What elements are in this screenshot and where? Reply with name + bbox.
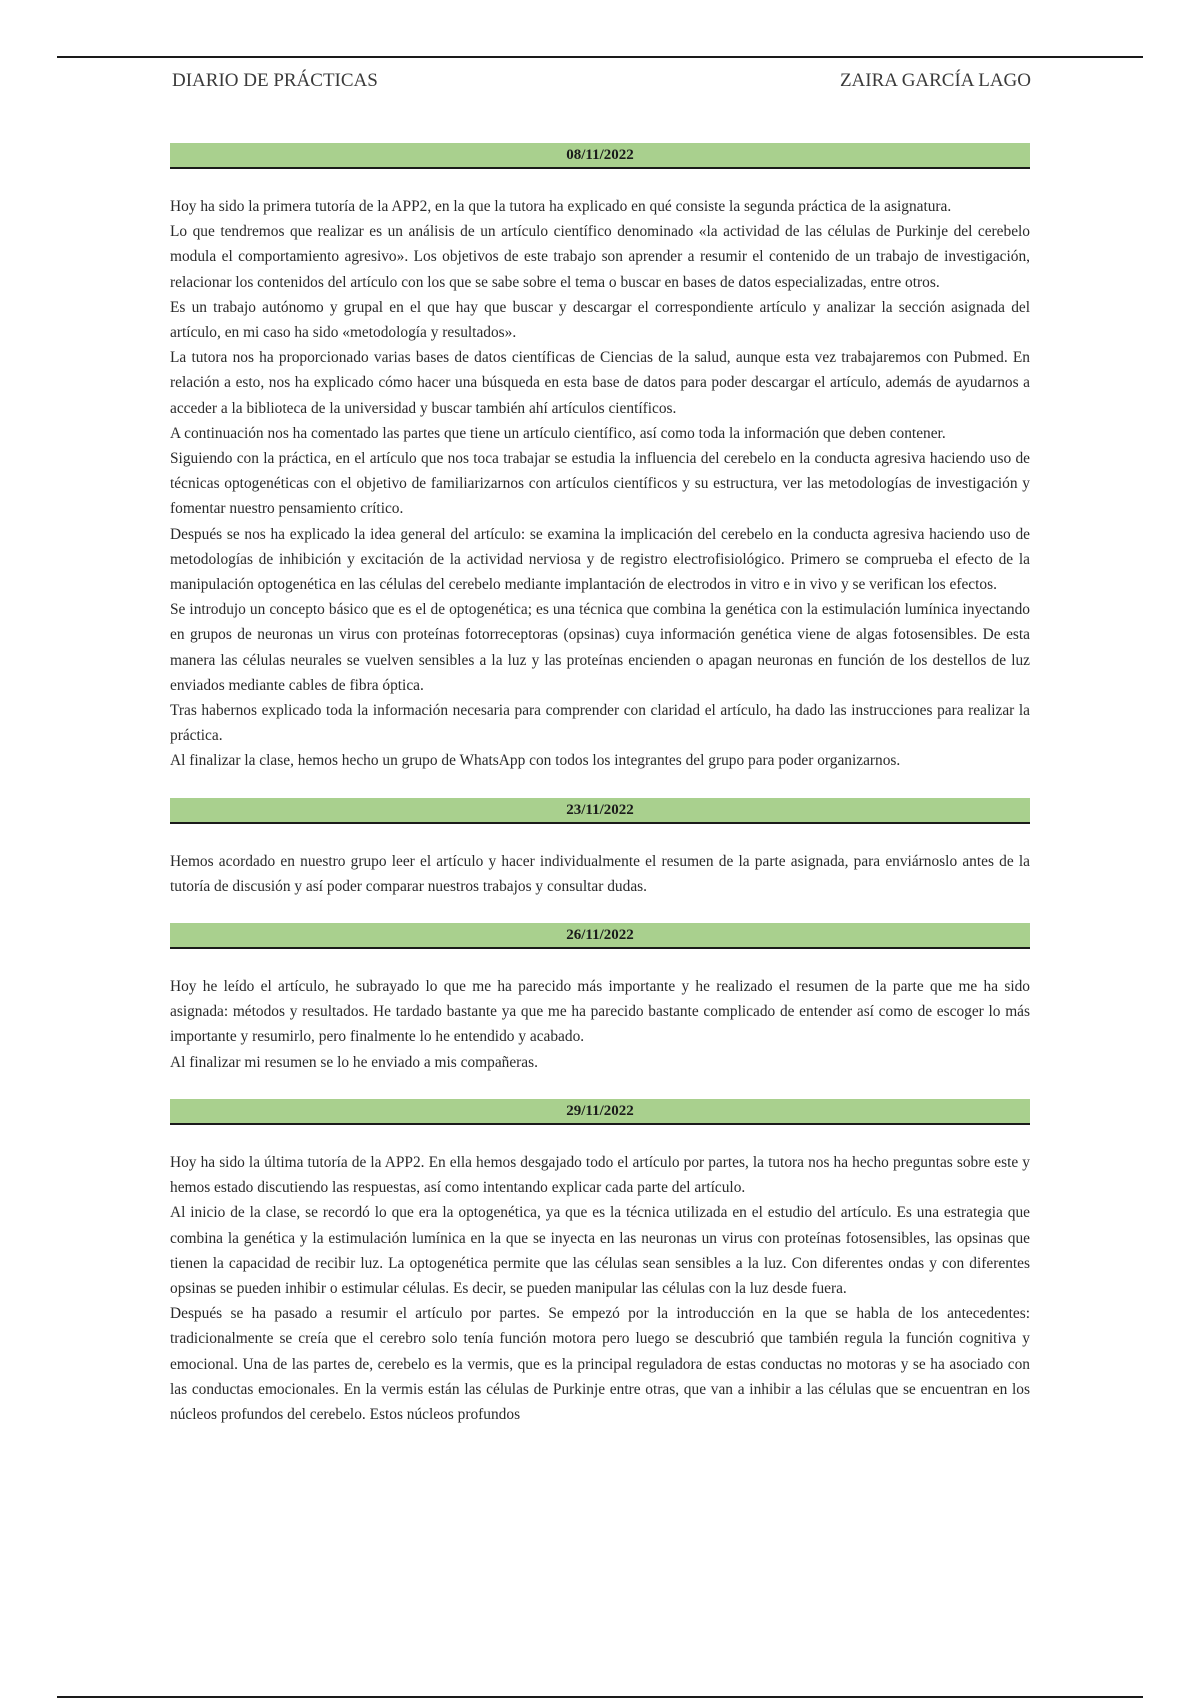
entry-date-bar: 29/11/2022 (170, 1099, 1030, 1125)
entry-paragraph: Después se ha pasado a resumir el artículo por partes. Se empezó por la introducción en la que se habla de los antecedentes: tradicionalmente se creía que el cerebro solo tenía función motora pero luego se descubrió que también regula la función cognitiva y emocional. Una de las partes de, cerebelo es la vermis, que es la principal reguladora de estas conductas no motoras y se ha asociado con las conductas emocionales. En la vermis están las células de Purkinje entre otras, que van a inhibir a las células que se encuentran en los núcleos profundos del cerebelo. Estos núcleos profundos (170, 1305, 1030, 1423)
entry-paragraph: La tutora nos ha proporcionado varias bases de datos científicas de Ciencias de la salud, aunque esta vez trabajaremos con Pubmed. En relación a esto, nos ha explicado cómo hacer una búsqueda en esta base de datos para poder descargar el artículo, además de ayudarnos a acceder a la biblioteca de la universidad y buscar también ahí artículos científicos. (170, 349, 1030, 417)
entry-paragraph: Hoy he leído el artículo, he subrayado lo que me ha parecido más importante y he realizado el resumen de la parte que me ha sido asignada: métodos y resultados. He tardado bastante ya que me ha parecido bastante complicado de entender así como de escoger lo más importante y resumirlo, pero finalmente lo he entendido y acabado. (170, 978, 1030, 1046)
entry-paragraph: A continuación nos ha comentado las partes que tiene un artículo científico, así como toda la información que deben contener. (170, 424, 946, 442)
entry-paragraph: Tras habernos explicado toda la información necesaria para comprender con claridad el artículo, ha dado las instrucciones para realizar la práctica. (170, 702, 1030, 745)
diary-content (170, 143, 1030, 1451)
entry-date-bar: 08/11/2022 (170, 143, 1030, 169)
entry-paragraph: Se introdujo un concepto básico que es el de optogenética; es una técnica que combina la genética con la estimulación lumínica inyectando en grupos de neuronas un virus con proteínas fotorreceptoras (opsinas) cuya información genética viene de algas fotosensibles. De esta manera las células neurales se vuelven sensibles a la luz y las proteínas encienden o apagan neuronas en función de los destellos de luz enviados mediante cables de fibra óptica. (170, 601, 1030, 694)
diary-entry (170, 143, 1030, 774)
entry-paragraph: Lo que tendremos que realizar es un análisis de un artículo científico denominado «la actividad de las células de Purkinje del cerebelo modula el comportamiento agresivo». Los objetivos de este trabajo son aprender a resumir el contenido de un trabajo de investigación, relacionar los contenidos del artículo con los que se sabe sobre el tema o buscar en bases de datos especializadas, entre otros. (170, 223, 1030, 291)
bottom-rule (57, 1696, 1143, 1698)
diary-entry (170, 923, 1030, 1075)
entry-paragraph: Hoy ha sido la primera tutoría de la APP2, en la que la tutora ha explicado en qué consiste la segunda práctica de la asignatura. (170, 198, 952, 215)
entry-paragraph: Hoy ha sido la última tutoría de la APP2. En ella hemos desgajado todo el artículo por partes, la tutora nos ha hecho preguntas sobre este y hemos estado discutiendo las respuestas, así como intentando explicar cada parte del artículo. (170, 1153, 1030, 1197)
entry-paragraph: Después se nos ha explicado la idea general del artículo: se examina la implicación del cerebelo en la conducta agresiva haciendo uso de metodologías de inhibición y excitación de la actividad nerviosa y de registro electrofisiológico. Primero se comprueba el efecto de la manipulación optogenética en las células del cerebelo mediante implantación de electrodos in vitro e in vivo y se verifican los efectos. (170, 525, 1030, 594)
entry-date-bar: 23/11/2022 (170, 798, 1030, 824)
header-author: ZAIRA GARCÍA LAGO (839, 70, 1031, 91)
entry-paragraph: Al finalizar la clase, hemos hecho un grupo de WhatsApp con todos los integrantes del grupo para poder organizarnos. (170, 752, 901, 770)
entry-paragraph: Al inicio de la clase, se recordó lo que era la optogenética, ya que es la técnica utilizada en el estudio del artículo. Es una estrategia que combina la genética y la estimulación lumínica en la que se inyecta en las neuronas un virus con proteínas fotosensibles, las opsinas que tienen la capacidad de recibir luz. La optogenética permite que las células sean sensibles a la luz. Con diferentes ondas y con diferentes opsinas se pueden inhibir o estimular células. Es decir, se pueden manipular las células con la luz desde fuera. (170, 1204, 1030, 1297)
entry-paragraph: Siguiendo con la práctica, en el artículo que nos toca trabajar se estudia la influencia del cerebelo en la conducta agresiva haciendo uso de técnicas optogenéticas con el objetivo de familiarizarnos con artículos científicos y su estructura, ver las metodologías de investigación y fomentar nuestro pensamiento crítico. (170, 450, 1030, 518)
entry-paragraph: Al finalizar mi resumen se lo he enviado a mis compañeras. (170, 1053, 538, 1071)
entry-paragraph: Hemos acordado en nuestro grupo leer el artículo y hacer individualmente el resumen de la parte asignada, para enviárnoslo antes de la tutoría de discusión y así poder comparar nuestros trabajos y consultar dudas. (170, 852, 1030, 895)
header-title: DIARIO DE PRÁCTICAS (172, 70, 378, 91)
entry-date-bar: 26/11/2022 (170, 923, 1030, 949)
diary-entry (170, 798, 1030, 899)
top-rule (57, 56, 1143, 58)
diary-entry (170, 1099, 1030, 1427)
entry-paragraph: Es un trabajo autónomo y grupal en el que hay que buscar y descargar el correspondiente artículo y analizar la sección asignada del artículo, en mi caso ha sido «metodología y resultados». (170, 298, 1030, 342)
